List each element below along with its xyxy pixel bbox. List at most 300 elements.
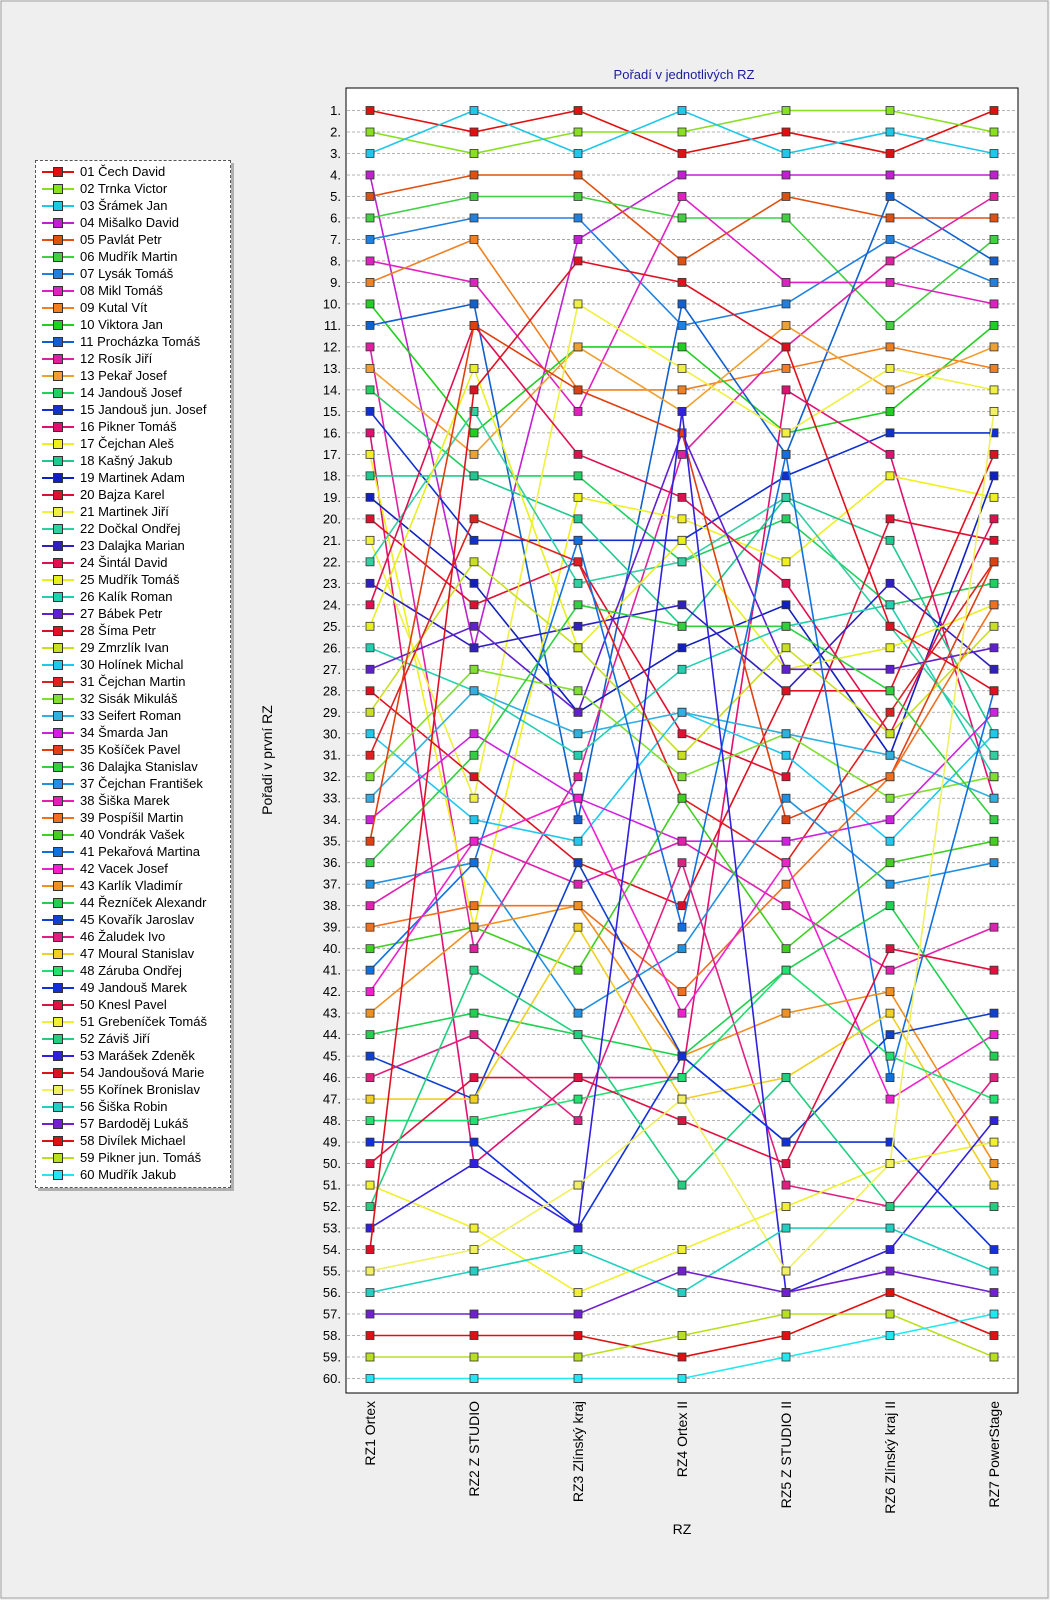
data-point bbox=[990, 192, 998, 200]
data-point bbox=[366, 966, 374, 974]
data-point bbox=[990, 278, 998, 286]
data-point bbox=[366, 429, 374, 437]
data-point bbox=[366, 1095, 374, 1103]
data-point bbox=[678, 171, 686, 179]
data-point bbox=[990, 773, 998, 781]
data-point bbox=[886, 472, 894, 480]
legend-marker-swatch bbox=[53, 745, 63, 755]
data-point bbox=[782, 1224, 790, 1232]
data-point bbox=[678, 1009, 686, 1017]
data-point bbox=[886, 1246, 894, 1254]
legend-item bbox=[36, 1081, 230, 1098]
data-point bbox=[366, 214, 374, 222]
data-point bbox=[782, 1310, 790, 1318]
legend-label: 57 Bardoděj Lukáš bbox=[80, 1116, 189, 1131]
y-tick-label: 25. bbox=[322, 618, 341, 634]
data-point bbox=[990, 1160, 998, 1168]
data-point bbox=[366, 321, 374, 329]
data-point bbox=[470, 149, 478, 157]
y-tick-label: 28. bbox=[322, 683, 341, 699]
legend-marker-swatch bbox=[53, 320, 63, 330]
data-point bbox=[366, 1138, 374, 1146]
data-point bbox=[574, 1031, 582, 1039]
legend-marker-swatch bbox=[53, 592, 63, 602]
data-point bbox=[886, 1289, 894, 1297]
data-point bbox=[574, 386, 582, 394]
x-tick-label: RZ1 Ortex bbox=[362, 1401, 378, 1466]
data-point bbox=[990, 558, 998, 566]
legend-marker-swatch bbox=[53, 1051, 63, 1061]
data-point bbox=[990, 343, 998, 351]
data-point bbox=[366, 902, 374, 910]
data-point bbox=[574, 1332, 582, 1340]
data-point bbox=[782, 107, 790, 115]
legend-label: 40 Vondrák Vašek bbox=[80, 827, 185, 842]
legend-marker-swatch bbox=[53, 711, 63, 721]
y-tick-label: 34. bbox=[322, 812, 341, 828]
legend-item bbox=[36, 180, 230, 197]
legend-label: 43 Karlík Vladimír bbox=[80, 878, 183, 893]
legend-item bbox=[36, 248, 230, 265]
legend-item bbox=[36, 758, 230, 775]
legend-item bbox=[36, 214, 230, 231]
legend-marker-swatch bbox=[53, 473, 63, 483]
legend-item bbox=[36, 605, 230, 622]
y-tick-label: 58. bbox=[322, 1328, 341, 1344]
legend-item bbox=[36, 911, 230, 928]
legend-marker-swatch bbox=[53, 1153, 63, 1163]
legend-label: 54 Jandoušová Marie bbox=[80, 1065, 205, 1080]
legend-marker-swatch bbox=[53, 881, 63, 891]
legend-label: 06 Mudřík Martin bbox=[80, 249, 178, 264]
chart-legend bbox=[35, 160, 231, 1188]
legend-label: 14 Jandouš Josef bbox=[80, 385, 182, 400]
data-point bbox=[990, 794, 998, 802]
legend-item bbox=[36, 1098, 230, 1115]
data-point bbox=[366, 1267, 374, 1275]
y-tick-label: 7. bbox=[330, 231, 341, 247]
data-point bbox=[678, 708, 686, 716]
data-point bbox=[470, 192, 478, 200]
legend-marker-swatch bbox=[53, 830, 63, 840]
data-point bbox=[678, 257, 686, 265]
data-point bbox=[782, 214, 790, 222]
legend-item bbox=[36, 537, 230, 554]
y-tick-label: 1. bbox=[330, 103, 341, 118]
data-point bbox=[886, 1224, 894, 1232]
legend-marker-swatch bbox=[53, 728, 63, 738]
data-point bbox=[574, 450, 582, 458]
data-point bbox=[470, 1009, 478, 1017]
data-point bbox=[574, 536, 582, 544]
data-point bbox=[470, 128, 478, 136]
legend-item bbox=[36, 384, 230, 401]
data-point bbox=[574, 235, 582, 243]
data-point bbox=[470, 859, 478, 867]
data-point bbox=[366, 644, 374, 652]
data-point bbox=[470, 837, 478, 845]
x-tick-label: RZ4 Ortex II bbox=[674, 1401, 690, 1478]
legend-item bbox=[36, 945, 230, 962]
data-point bbox=[366, 751, 374, 759]
legend-item bbox=[36, 435, 230, 452]
data-point bbox=[366, 794, 374, 802]
data-point bbox=[366, 1160, 374, 1168]
data-point bbox=[470, 1353, 478, 1361]
data-point bbox=[990, 149, 998, 157]
data-point bbox=[366, 1332, 374, 1340]
legend-label: 34 Šmarda Jan bbox=[80, 725, 169, 740]
data-point bbox=[886, 687, 894, 695]
data-point bbox=[470, 450, 478, 458]
legend-marker-swatch bbox=[53, 541, 63, 551]
legend-item bbox=[36, 843, 230, 860]
data-point bbox=[574, 923, 582, 931]
data-point bbox=[470, 751, 478, 759]
data-point bbox=[574, 644, 582, 652]
data-point bbox=[678, 192, 686, 200]
data-point bbox=[470, 300, 478, 308]
y-tick-label: 47. bbox=[322, 1091, 341, 1107]
data-point bbox=[886, 644, 894, 652]
legend-marker-swatch bbox=[53, 796, 63, 806]
legend-item bbox=[36, 588, 230, 605]
data-point bbox=[678, 300, 686, 308]
legend-label: 18 Kašný Jakub bbox=[80, 453, 173, 468]
data-point bbox=[678, 214, 686, 222]
data-point bbox=[678, 1353, 686, 1361]
legend-label: 28 Šíma Petr bbox=[80, 623, 156, 638]
legend-label: 39 Pospíšil Martin bbox=[80, 810, 184, 825]
data-point bbox=[782, 1181, 790, 1189]
legend-marker-swatch bbox=[53, 609, 63, 619]
data-point bbox=[886, 128, 894, 136]
data-point bbox=[678, 149, 686, 157]
data-point bbox=[470, 429, 478, 437]
legend-label: 07 Lysák Tomáš bbox=[80, 266, 174, 281]
legend-item bbox=[36, 707, 230, 724]
legend-label: 23 Dalajka Marian bbox=[80, 538, 185, 553]
legend-marker-swatch bbox=[53, 286, 63, 296]
data-point bbox=[782, 364, 790, 372]
legend-item bbox=[36, 775, 230, 792]
data-point bbox=[470, 386, 478, 394]
legend-marker-swatch bbox=[53, 779, 63, 789]
y-tick-label: 15. bbox=[322, 403, 341, 419]
data-point bbox=[886, 708, 894, 716]
legend-label: 35 Košíček Pavel bbox=[80, 742, 181, 757]
data-point bbox=[470, 1267, 478, 1275]
data-point bbox=[782, 1332, 790, 1340]
data-point bbox=[990, 601, 998, 609]
data-point bbox=[990, 687, 998, 695]
legend-label: 58 Divílek Michael bbox=[80, 1133, 186, 1148]
data-point bbox=[678, 321, 686, 329]
data-point bbox=[678, 1267, 686, 1275]
data-point bbox=[366, 579, 374, 587]
y-axis-label: Pořadí v první RZ bbox=[259, 705, 275, 815]
data-point bbox=[990, 644, 998, 652]
legend-marker-swatch bbox=[53, 235, 63, 245]
y-tick-label: 6. bbox=[330, 210, 341, 226]
data-point bbox=[366, 1031, 374, 1039]
data-point bbox=[678, 945, 686, 953]
legend-marker-swatch bbox=[53, 762, 63, 772]
x-tick-label: RZ7 PowerStage bbox=[986, 1401, 1002, 1508]
data-point bbox=[366, 988, 374, 996]
y-tick-label: 22. bbox=[322, 554, 341, 570]
data-point bbox=[782, 1138, 790, 1146]
data-point bbox=[678, 644, 686, 652]
legend-item bbox=[36, 333, 230, 350]
data-point bbox=[366, 1074, 374, 1082]
data-point bbox=[470, 1224, 478, 1232]
y-tick-label: 17. bbox=[322, 446, 341, 462]
data-point bbox=[782, 429, 790, 437]
data-point bbox=[574, 214, 582, 222]
data-point bbox=[990, 1052, 998, 1060]
data-point bbox=[366, 192, 374, 200]
legend-label: 11 Procházka Tomáš bbox=[80, 334, 201, 349]
legend-marker-swatch bbox=[53, 898, 63, 908]
data-point bbox=[886, 945, 894, 953]
data-point bbox=[574, 837, 582, 845]
y-tick-label: 40. bbox=[322, 941, 341, 957]
legend-label: 17 Čejchan Aleš bbox=[80, 436, 174, 451]
legend-marker-swatch bbox=[53, 371, 63, 381]
legend-label: 19 Martinek Adam bbox=[80, 470, 185, 485]
data-point bbox=[470, 1095, 478, 1103]
legend-item bbox=[36, 418, 230, 435]
data-point bbox=[782, 171, 790, 179]
data-point bbox=[574, 1246, 582, 1254]
legend-marker-swatch bbox=[53, 439, 63, 449]
data-point bbox=[366, 1289, 374, 1297]
data-point bbox=[470, 773, 478, 781]
legend-marker-swatch bbox=[53, 303, 63, 313]
legend-label: 47 Moural Stanislav bbox=[80, 946, 195, 961]
data-point bbox=[366, 558, 374, 566]
data-point bbox=[990, 1074, 998, 1082]
data-point bbox=[678, 794, 686, 802]
data-point bbox=[678, 923, 686, 931]
data-point bbox=[366, 515, 374, 523]
legend-label: 10 Viktora Jan bbox=[80, 317, 163, 332]
data-point bbox=[366, 665, 374, 673]
legend-marker-swatch bbox=[53, 694, 63, 704]
legend-marker-swatch bbox=[53, 167, 63, 177]
chart-title: Pořadí v jednotlivých RZ bbox=[613, 67, 755, 82]
data-point bbox=[782, 751, 790, 759]
data-point bbox=[678, 364, 686, 372]
legend-marker-swatch bbox=[53, 507, 63, 517]
legend-item bbox=[36, 979, 230, 996]
data-point bbox=[470, 1332, 478, 1340]
y-tick-label: 41. bbox=[322, 962, 341, 978]
data-point bbox=[990, 1353, 998, 1361]
legend-marker-swatch bbox=[53, 252, 63, 262]
legend-label: 32 Sisák Mikuláš bbox=[80, 691, 178, 706]
legend-item bbox=[36, 503, 230, 520]
data-point bbox=[366, 1181, 374, 1189]
data-point bbox=[470, 171, 478, 179]
data-point bbox=[990, 837, 998, 845]
data-point bbox=[886, 816, 894, 824]
y-tick-label: 18. bbox=[322, 468, 341, 484]
data-point bbox=[574, 1224, 582, 1232]
y-tick-label: 38. bbox=[322, 898, 341, 914]
data-point bbox=[990, 816, 998, 824]
y-tick-label: 54. bbox=[322, 1242, 341, 1258]
data-point bbox=[782, 128, 790, 136]
legend-marker-swatch bbox=[53, 575, 63, 585]
data-point bbox=[366, 1246, 374, 1254]
legend-marker-swatch bbox=[53, 1119, 63, 1129]
y-tick-label: 59. bbox=[322, 1349, 341, 1365]
data-point bbox=[470, 321, 478, 329]
data-point bbox=[366, 730, 374, 738]
y-tick-label: 4. bbox=[330, 167, 341, 183]
data-point bbox=[470, 536, 478, 544]
data-point bbox=[886, 751, 894, 759]
legend-item bbox=[36, 401, 230, 418]
legend-label: 09 Kutal Vít bbox=[80, 300, 148, 315]
legend-label: 59 Pikner jun. Tomáš bbox=[80, 1150, 202, 1165]
legend-marker-swatch bbox=[53, 1102, 63, 1112]
data-point bbox=[782, 837, 790, 845]
legend-label: 56 Šiška Robin bbox=[80, 1099, 168, 1114]
data-point bbox=[678, 622, 686, 630]
data-point bbox=[990, 966, 998, 974]
y-tick-label: 57. bbox=[322, 1306, 341, 1322]
data-point bbox=[574, 1117, 582, 1125]
data-point bbox=[366, 472, 374, 480]
data-point bbox=[574, 1074, 582, 1082]
legend-label: 38 Šiška Marek bbox=[80, 793, 170, 808]
data-point bbox=[782, 149, 790, 157]
data-point bbox=[366, 923, 374, 931]
data-point bbox=[782, 622, 790, 630]
data-point bbox=[886, 149, 894, 157]
data-point bbox=[990, 1203, 998, 1211]
data-point bbox=[990, 300, 998, 308]
data-point bbox=[366, 493, 374, 501]
data-point bbox=[470, 794, 478, 802]
data-point bbox=[782, 579, 790, 587]
data-point bbox=[990, 665, 998, 673]
data-point bbox=[886, 1074, 894, 1082]
data-point bbox=[990, 1095, 998, 1103]
data-point bbox=[678, 837, 686, 845]
legend-item bbox=[36, 1132, 230, 1149]
legend-item bbox=[36, 486, 230, 503]
data-point bbox=[366, 128, 374, 136]
legend-label: 24 Šintál David bbox=[80, 555, 168, 570]
data-point bbox=[886, 515, 894, 523]
data-point bbox=[366, 364, 374, 372]
data-point bbox=[574, 558, 582, 566]
data-point bbox=[574, 171, 582, 179]
data-point bbox=[782, 730, 790, 738]
legend-marker-swatch bbox=[53, 949, 63, 959]
data-point bbox=[886, 407, 894, 415]
legend-marker-swatch bbox=[53, 269, 63, 279]
legend-marker-swatch bbox=[53, 1085, 63, 1095]
data-point bbox=[470, 923, 478, 931]
legend-label: 12 Rosík Jiří bbox=[80, 351, 153, 366]
data-point bbox=[990, 579, 998, 587]
legend-item bbox=[36, 571, 230, 588]
data-point bbox=[678, 1332, 686, 1340]
data-point bbox=[678, 1095, 686, 1103]
legend-marker-swatch bbox=[53, 218, 63, 228]
data-point bbox=[366, 945, 374, 953]
legend-marker-swatch bbox=[53, 660, 63, 670]
data-point bbox=[470, 1310, 478, 1318]
legend-item bbox=[36, 520, 230, 537]
y-tick-label: 60. bbox=[322, 1371, 341, 1386]
data-point bbox=[990, 128, 998, 136]
data-point bbox=[574, 859, 582, 867]
legend-marker-swatch bbox=[53, 915, 63, 925]
data-point bbox=[470, 966, 478, 974]
y-tick-label: 26. bbox=[322, 640, 341, 656]
data-point bbox=[574, 601, 582, 609]
y-tick-label: 35. bbox=[322, 833, 341, 849]
legend-label: 29 Zmrzlík Ivan bbox=[80, 640, 169, 655]
data-point bbox=[574, 107, 582, 115]
legend-marker-swatch bbox=[53, 558, 63, 568]
data-point bbox=[782, 1289, 790, 1297]
data-point bbox=[470, 278, 478, 286]
legend-marker-swatch bbox=[53, 1000, 63, 1010]
data-point bbox=[574, 966, 582, 974]
legend-item bbox=[36, 877, 230, 894]
data-point bbox=[990, 1117, 998, 1125]
legend-item bbox=[36, 894, 230, 911]
data-point bbox=[678, 988, 686, 996]
legend-label: 15 Jandouš jun. Josef bbox=[80, 402, 207, 417]
data-point bbox=[678, 343, 686, 351]
y-tick-label: 39. bbox=[322, 919, 341, 935]
data-point bbox=[886, 601, 894, 609]
data-point bbox=[574, 730, 582, 738]
data-point bbox=[574, 149, 582, 157]
data-point bbox=[366, 816, 374, 824]
data-point bbox=[886, 837, 894, 845]
legend-label: 60 Mudřík Jakub bbox=[80, 1167, 177, 1182]
data-point bbox=[886, 1160, 894, 1168]
data-point bbox=[366, 536, 374, 544]
legend-label: 44 Řezníček Alexandr bbox=[80, 895, 207, 910]
x-tick-label: RZ2 Z STUDIO bbox=[466, 1401, 482, 1497]
data-point bbox=[366, 300, 374, 308]
legend-item bbox=[36, 860, 230, 877]
legend-item bbox=[36, 1047, 230, 1064]
legend-marker-swatch bbox=[53, 643, 63, 653]
y-tick-label: 50. bbox=[322, 1156, 341, 1172]
legend-item bbox=[36, 316, 230, 333]
legend-item bbox=[36, 1166, 230, 1183]
data-point bbox=[574, 472, 582, 480]
data-point bbox=[366, 622, 374, 630]
data-point bbox=[574, 128, 582, 136]
data-point bbox=[678, 515, 686, 523]
y-tick-label: 36. bbox=[322, 855, 341, 871]
legend-label: 53 Marášek Zdeněk bbox=[80, 1048, 195, 1063]
data-point bbox=[574, 257, 582, 265]
data-point bbox=[990, 1332, 998, 1340]
